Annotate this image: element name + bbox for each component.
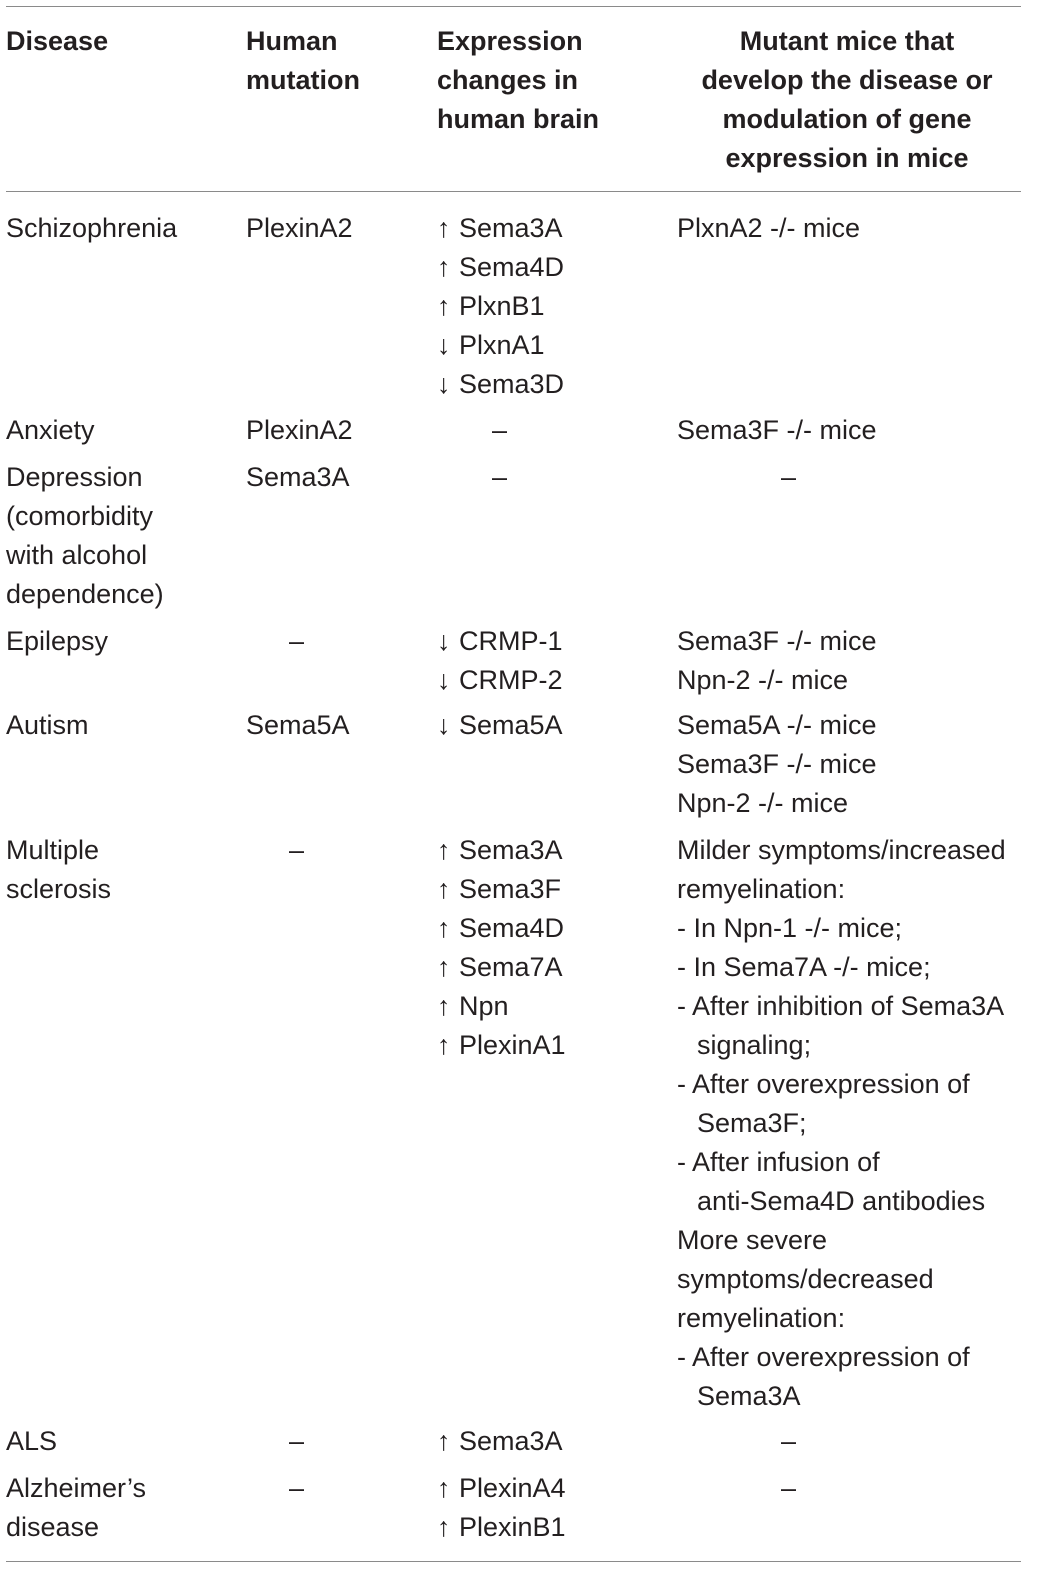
expression-cell: ↑ Sema3A — [437, 1422, 563, 1461]
mice-cell: Milder symptoms/increased remyelination: - In Npn-1 -/- mice; - In Sema7A -/- mice; - After inhibition of Sema3A signaling; - After overexpression of Sema3F; - After infusion of anti-Sema4D antibodies More severe symptoms/decreased remyelination: - After overexpression of Sema3A — [677, 835, 1006, 1411]
bottom-rule — [6, 1561, 1021, 1562]
expression-empty: – — [492, 462, 508, 492]
expression-cell: ↑ Sema3A ↑ Sema3F ↑ Sema4D ↑ Sema7A ↑ Npn ↑ PlexinA1 — [437, 831, 566, 1065]
arrow-icon: ↑ — [437, 1512, 451, 1542]
mutation-empty: – — [289, 835, 305, 865]
header-disease: Disease — [6, 26, 109, 56]
expression-cell: ↑ PlexinA4 ↑ PlexinB1 — [437, 1469, 566, 1547]
arrow-icon: ↓ — [437, 665, 451, 695]
arrow-icon: ↑ — [437, 952, 451, 982]
header-expression: Expression changes in human brain — [437, 26, 600, 134]
arrow-icon: ↑ — [437, 291, 451, 321]
mice-empty: – — [781, 1426, 797, 1456]
mutation-cell: PlexinA2 — [246, 213, 353, 243]
arrow-icon: ↑ — [437, 835, 451, 865]
disease-cell: Epilepsy — [6, 626, 109, 656]
arrow-icon: ↓ — [437, 369, 451, 399]
disease-cell: Autism — [6, 710, 89, 740]
arrow-icon: ↑ — [437, 252, 451, 282]
mutation-empty: – — [289, 1473, 305, 1503]
mutation-empty: – — [289, 626, 305, 656]
expression-cell: ↓ CRMP-1 ↓ CRMP-2 — [437, 622, 563, 700]
arrow-icon: ↓ — [437, 330, 451, 360]
mice-cell: Sema5A -/- mice Sema3F -/- mice Npn-2 -/- mice — [677, 710, 877, 818]
arrow-icon: ↑ — [437, 1473, 451, 1503]
mice-empty: – — [781, 1473, 797, 1503]
expression-empty: – — [492, 415, 508, 445]
header-mice: Mutant mice that develop the disease or modulation of gene expression in mice — [701, 26, 993, 173]
disease-cell: Alzheimer’s disease — [6, 1473, 147, 1542]
mice-empty: – — [781, 462, 797, 492]
disease-cell: Depression (comorbidity with alcohol dependence) — [6, 462, 164, 609]
expression-cell: ↑ Sema3A ↑ Sema4D ↑ PlxnB1 ↓ PlxnA1 ↓ Sema3D — [437, 209, 564, 404]
mice-cell: PlxnA2 -/- mice — [677, 213, 861, 243]
arrow-icon: ↑ — [437, 213, 451, 243]
mutation-cell: PlexinA2 — [246, 415, 353, 445]
arrow-icon: ↑ — [437, 1030, 451, 1060]
header-rule — [6, 191, 1021, 192]
arrow-icon: ↑ — [437, 1426, 451, 1456]
mutation-cell: Sema5A — [246, 710, 350, 740]
mutation-empty: – — [289, 1426, 305, 1456]
mutation-cell: Sema3A — [246, 462, 350, 492]
header-mutation: Human mutation — [246, 26, 360, 95]
arrow-icon: ↑ — [437, 874, 451, 904]
mice-cell: Sema3F -/- mice Npn-2 -/- mice — [677, 626, 877, 695]
arrow-icon: ↑ — [437, 913, 451, 943]
arrow-icon: ↓ — [437, 626, 451, 656]
disease-cell: Schizophrenia — [6, 213, 178, 243]
top-rule — [6, 6, 1021, 7]
disease-cell: Anxiety — [6, 415, 95, 445]
arrow-icon: ↑ — [437, 991, 451, 1021]
disease-cell: Multiple sclerosis — [6, 835, 112, 904]
expression-cell: ↓ Sema5A — [437, 706, 563, 745]
mice-cell: Sema3F -/- mice — [677, 415, 877, 445]
arrow-icon: ↓ — [437, 710, 451, 740]
disease-cell: ALS — [6, 1426, 58, 1456]
